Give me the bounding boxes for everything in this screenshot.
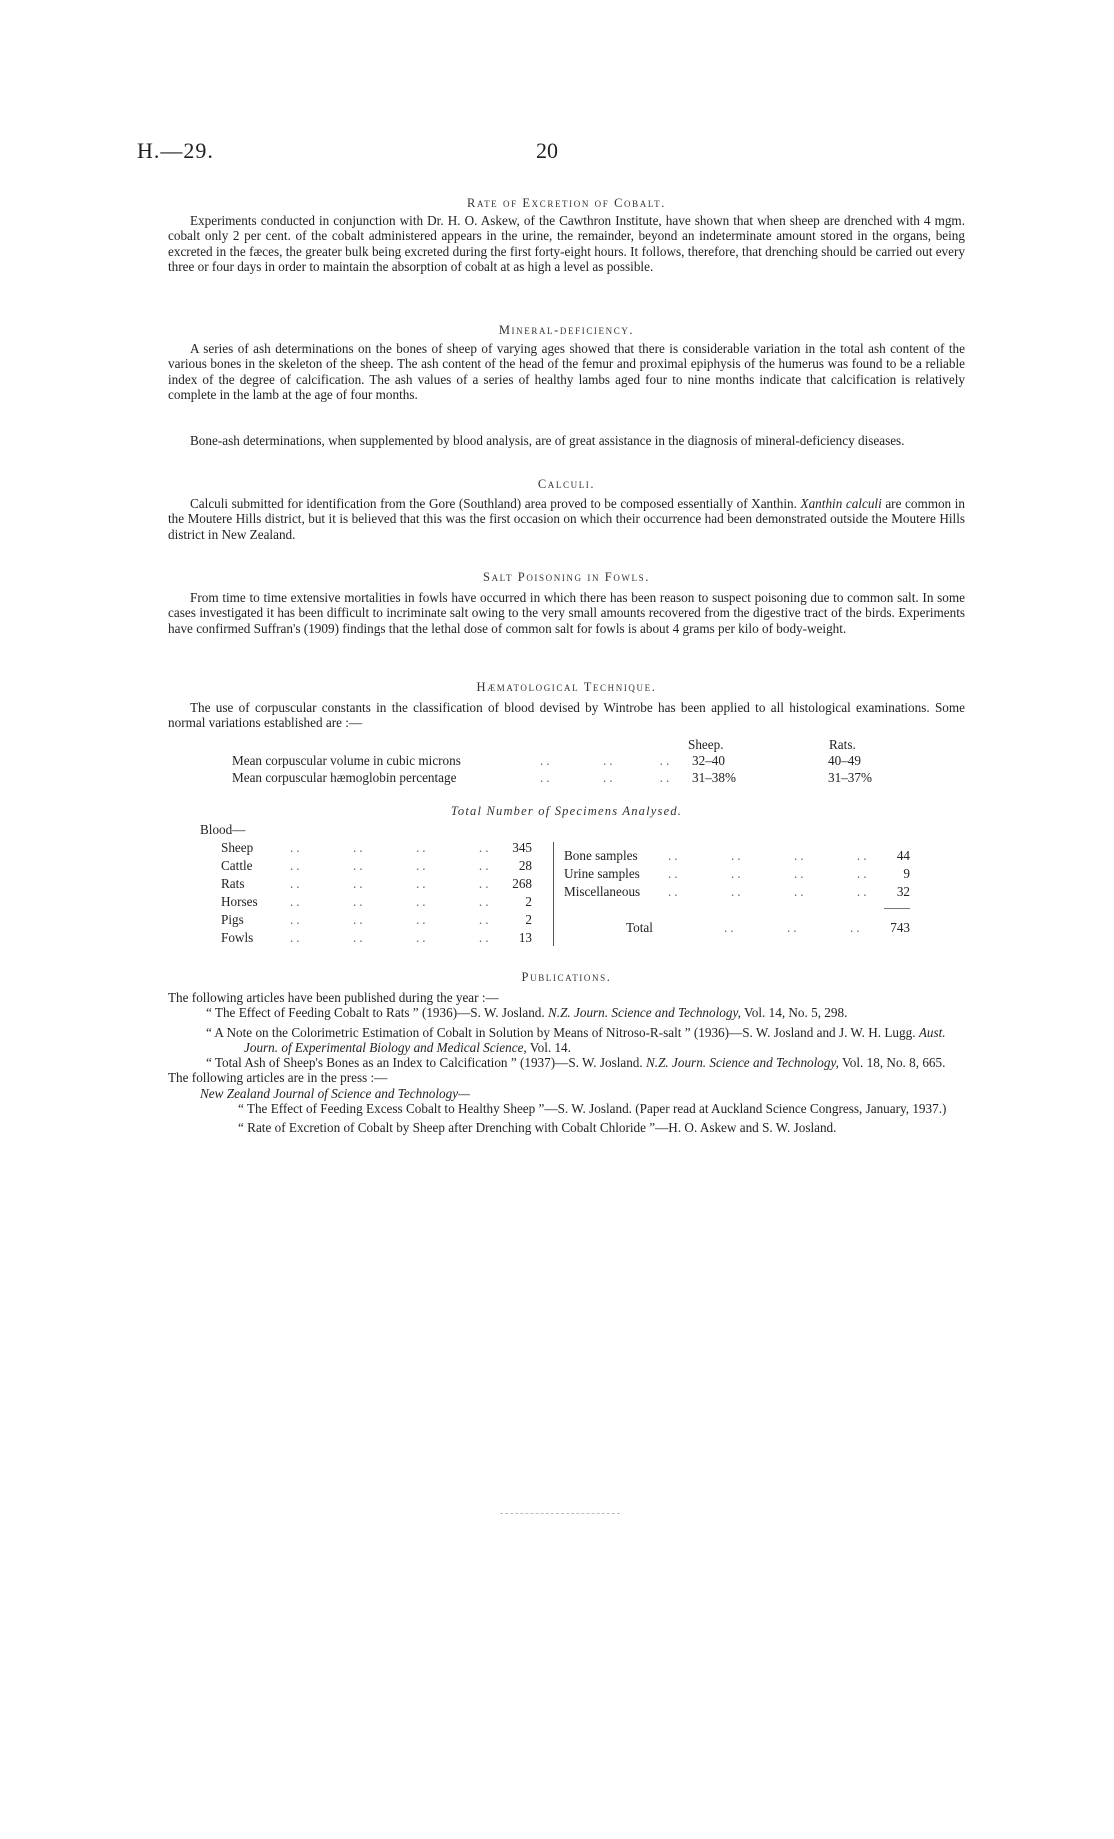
section-heading-calculi: Calculi. [537,477,596,491]
blood-label: Blood— [200,822,246,837]
leader-dots: .. .. .. .. [668,848,870,863]
pub-volume: Vol. 14. [529,1039,571,1055]
blood-row-label: Sheep [221,840,254,855]
other-row-label: Bone samples [564,848,638,863]
paragraph-mineral-1: A series of ash determinations on the bones of sheep of varying ages showed that there is considerable variation in the total ash content of the various bones in the skeleton of the sheep. The ash content of the head of the femur and proximal epiphysis of the humerus was found to be a reliable index of the degree of calcification. The ash values of a series of healthy lambs aged four to nine months indicate that calcification is relatively complete in the lamb at the age of four months. [168,341,965,402]
leader-dots: .. .. .. .. [290,876,492,891]
document-reference: H.—29. [137,138,214,163]
specimens-caption: Total Number of Specimens Analysed. [450,804,683,818]
paragraph-salt: From time to time extensive mortalities in fowls have occurred in which there has been reason to suspect poisoning due to common salt. In some cases investigated it has been difficult to incriminate salt owing to the very small amounts recovered from the digestive tract of the birds. Experiments have confirmed Suffran's (1909) findings that the lethal dose of common salt for fowls is about 4 grams per kilo of body-weight. [168,590,965,636]
pub-volume: Vol. 18, No. 8, 665. [841,1055,946,1071]
footer-rule [500,1513,620,1514]
leader-dots: .. .. .. .. [290,912,492,927]
press-journal: New Zealand Journal of Science and Technology— [200,1085,470,1101]
total-label: Total [626,920,653,935]
blood-row-value: 28 [518,858,532,873]
page-number: 20 [536,138,558,163]
blood-row-label: Fowls [221,930,254,945]
paragraph-cobalt: Experiments conducted in conjunction with Dr. H. O. Askew, of the Cawthron Institute, have shown that when sheep are drenched with 4 mgm. cobalt only 2 per cent. of the cobalt administered appears in the urine, the remainder, beyond an indeterminate amount stored in the organs, being excreted in the fæces, the greater bulk being excreted during the first forty-eight hours. It follows, therefore, that drenching should be carried out every three or four days in order to maintain the absorption of cobalt at as high a level as possible. [168,213,965,274]
blood-row-value: 268 [512,876,532,891]
leader-dots: .. .. .. .. [668,884,870,899]
calculi-text-a: Calculi submitted for identification from the Gore (Southland) area proved to be composed essentially of Xanthin. [190,496,797,511]
leader-dots: .. .. .. .. [668,866,870,881]
col-header-rats: Rats. [829,737,856,752]
calculi-italic: Xanthin calculi [800,496,882,511]
publication-entry [206,1055,965,1070]
corpuscular-row-label: Mean corpuscular volume in cubic microns [232,753,461,768]
pub-title: “ The Effect of Feeding Cobalt to Rats ” (1936)—S. W. Josland. [206,1005,545,1021]
other-row-label: Miscellaneous [564,884,641,899]
press-entry: “ The Effect of Feeding Excess Cobalt to Healthy Sheep ”—S. W. Josland. (Paper read at Auckland Science Congress, January, 1937.) [238,1101,947,1117]
blood-row-label: Rats [221,876,245,891]
publication-entry [206,1005,965,1020]
paragraph-haematology: The use of corpuscular constants in the classification of blood devised by Wintrobe has been applied to all histological examinations. Some normal variations established are :— [168,700,965,731]
press-intro: The following articles are in the press :— [168,1070,388,1086]
leader-dots: .. .. .. [724,920,863,935]
blood-row-value: 2 [525,912,532,927]
section-heading-publications: Publications. [521,970,612,984]
section-heading-salt: Salt Poisoning in Fowls. [483,570,650,584]
corpuscular-row-label: Mean corpuscular hæmoglobin percentage [232,770,457,785]
corpuscular-row-sheep: 32–40 [692,753,725,768]
pub-journal: N.Z. Journ. Science and Technology, [646,1055,839,1071]
publications-list [168,990,965,1136]
other-row-label: Urine samples [564,866,640,881]
blood-row-value: 345 [512,840,532,855]
blood-row-label: Horses [221,894,258,909]
pub-journal: Aust. Journ. of Experimental Biology and Medical Science, [244,1024,946,1055]
leader-dots: .. .. .. .. [290,894,492,909]
col-header-sheep: Sheep. [688,737,724,752]
corpuscular-row-sheep: 31–38% [692,770,736,785]
pub-volume: Vol. 14, No. 5, 298. [743,1005,848,1021]
column-divider [553,842,554,946]
section-heading-mineral: Mineral-deficiency. [498,323,635,337]
leader-dots: .. .. .. [540,753,673,768]
pub-title: “ A Note on the Colorimetric Estimation of Cobalt in Solution by Means of Nitroso-R-salt ” (1936)—S. W. Josland and J. W. H. Lugg. [206,1024,916,1040]
leader-dots: .. .. .. .. [290,930,492,945]
other-row-value: 32 [896,884,910,899]
calculi-text-b: are common in the Moutere Hills district, but it is believed that this was the first occasion on which their occurrence had been demonstrated outside the Moutere Hills district in New Zealand. [168,496,965,542]
section-heading-cobalt: Rate of Excretion of Cobalt. [467,196,666,210]
publication-entry [206,1025,965,1056]
blood-row-label: Pigs [221,912,244,927]
blood-row-value: 13 [518,930,532,945]
pub-journal: N.Z. Journ. Science and Technology, [547,1005,741,1021]
paragraph-calculi [168,496,965,542]
publications-intro: The following articles have been published during the year :— [168,990,499,1005]
leader-dots: .. .. .. .. [290,840,492,855]
blood-row-label: Cattle [221,858,253,873]
blood-row-value: 2 [525,894,532,909]
pub-title: “ Total Ash of Sheep's Bones as an Index to Calcification ” (1937)—S. W. Josland. [206,1055,643,1071]
other-row-value: 9 [903,866,910,881]
other-row-value: 44 [896,848,910,863]
press-entry: “ Rate of Excretion of Cobalt by Sheep after Drenching with Cobalt Chloride ”—H. O. Askew and S. W. Josland. [238,1120,837,1136]
leader-dots: .. .. .. .. [290,858,492,873]
corpuscular-row-rats: 31–37% [828,770,872,785]
corpuscular-row-rats: 40–49 [828,753,861,768]
section-heading-haematology: Hæmatological Technique. [476,680,657,694]
total-value: 743 [890,920,910,935]
total-rule [884,908,910,909]
leader-dots: .. .. .. [540,770,673,785]
paragraph-mineral-2: Bone-ash determinations, when supplemented by blood analysis, are of great assistance in the diagnosis of mineral-deficiency diseases. [190,433,905,448]
